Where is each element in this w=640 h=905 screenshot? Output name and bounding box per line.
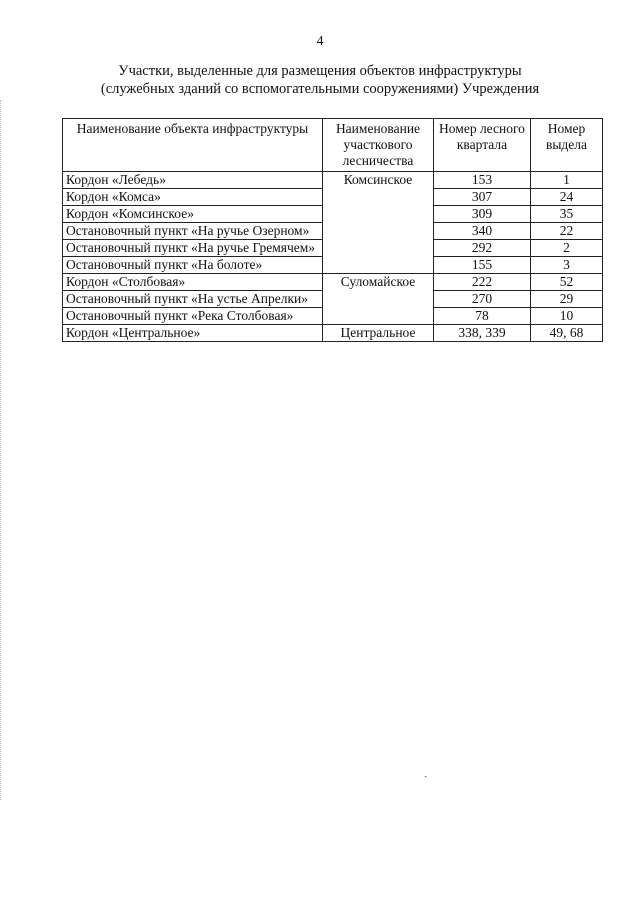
- cell-plot: 35: [531, 206, 603, 223]
- cell-quarter: 153: [434, 172, 531, 189]
- cell-quarter: 78: [434, 308, 531, 325]
- cell-object-name: Кордон «Центральное»: [63, 325, 323, 342]
- cell-quarter: 292: [434, 240, 531, 257]
- cell-quarter: 307: [434, 189, 531, 206]
- header-plot: Номер выдела: [531, 119, 603, 172]
- table-row: [63, 172, 603, 189]
- cell-forestry: Центральное: [323, 325, 434, 342]
- table-header-row: [63, 119, 603, 172]
- table-row: [63, 325, 603, 342]
- cell-forestry: Комсинское: [323, 172, 434, 274]
- infrastructure-table: [62, 118, 603, 342]
- cell-plot: 3: [531, 257, 603, 274]
- cell-quarter: 338, 339: [434, 325, 531, 342]
- cell-quarter: 270: [434, 291, 531, 308]
- cell-object-name: Кордон «Столбовая»: [63, 274, 323, 291]
- cell-forestry: Суломайское: [323, 274, 434, 325]
- cell-object-name: Остановочный пункт «Река Столбовая»: [63, 308, 323, 325]
- cell-plot: 24: [531, 189, 603, 206]
- cell-plot: 29: [531, 291, 603, 308]
- table-row: [63, 274, 603, 291]
- cell-object-name: Остановочный пункт «На ручье Озерном»: [63, 223, 323, 240]
- title-line-2: (служебных зданий со вспомогательными сооружениями) Учреждения: [100, 81, 540, 97]
- cell-object-name: Кордон «Комса»: [63, 189, 323, 206]
- cell-quarter: 155: [434, 257, 531, 274]
- scan-speck: ˏ: [424, 767, 428, 778]
- cell-plot: 10: [531, 308, 603, 325]
- cell-quarter: 340: [434, 223, 531, 240]
- cell-plot: 49, 68: [531, 325, 603, 342]
- cell-plot: 22: [531, 223, 603, 240]
- scan-margin-dots: [0, 100, 4, 800]
- cell-object-name: Остановочный пункт «На ручье Гремячем»: [63, 240, 323, 257]
- cell-plot: 1: [531, 172, 603, 189]
- cell-object-name: Кордон «Комсинское»: [63, 206, 323, 223]
- cell-quarter: 222: [434, 274, 531, 291]
- header-forestry: Наименование участкового лесничества: [323, 119, 434, 172]
- cell-plot: 52: [531, 274, 603, 291]
- cell-quarter: 309: [434, 206, 531, 223]
- title-line-1: Участки, выделенные для размещения объектов инфраструктуры: [118, 63, 522, 79]
- cell-object-name: Кордон «Лебедь»: [63, 172, 323, 189]
- page-number: 4: [316, 34, 324, 49]
- header-quarter: Номер лесного квартала: [434, 119, 531, 172]
- cell-object-name: Остановочный пункт «На устье Апрелки»: [63, 291, 323, 308]
- cell-plot: 2: [531, 240, 603, 257]
- header-object-name: Наименование объекта инфраструктуры: [63, 119, 323, 172]
- document-title: [40, 62, 600, 98]
- cell-object-name: Остановочный пункт «На болоте»: [63, 257, 323, 274]
